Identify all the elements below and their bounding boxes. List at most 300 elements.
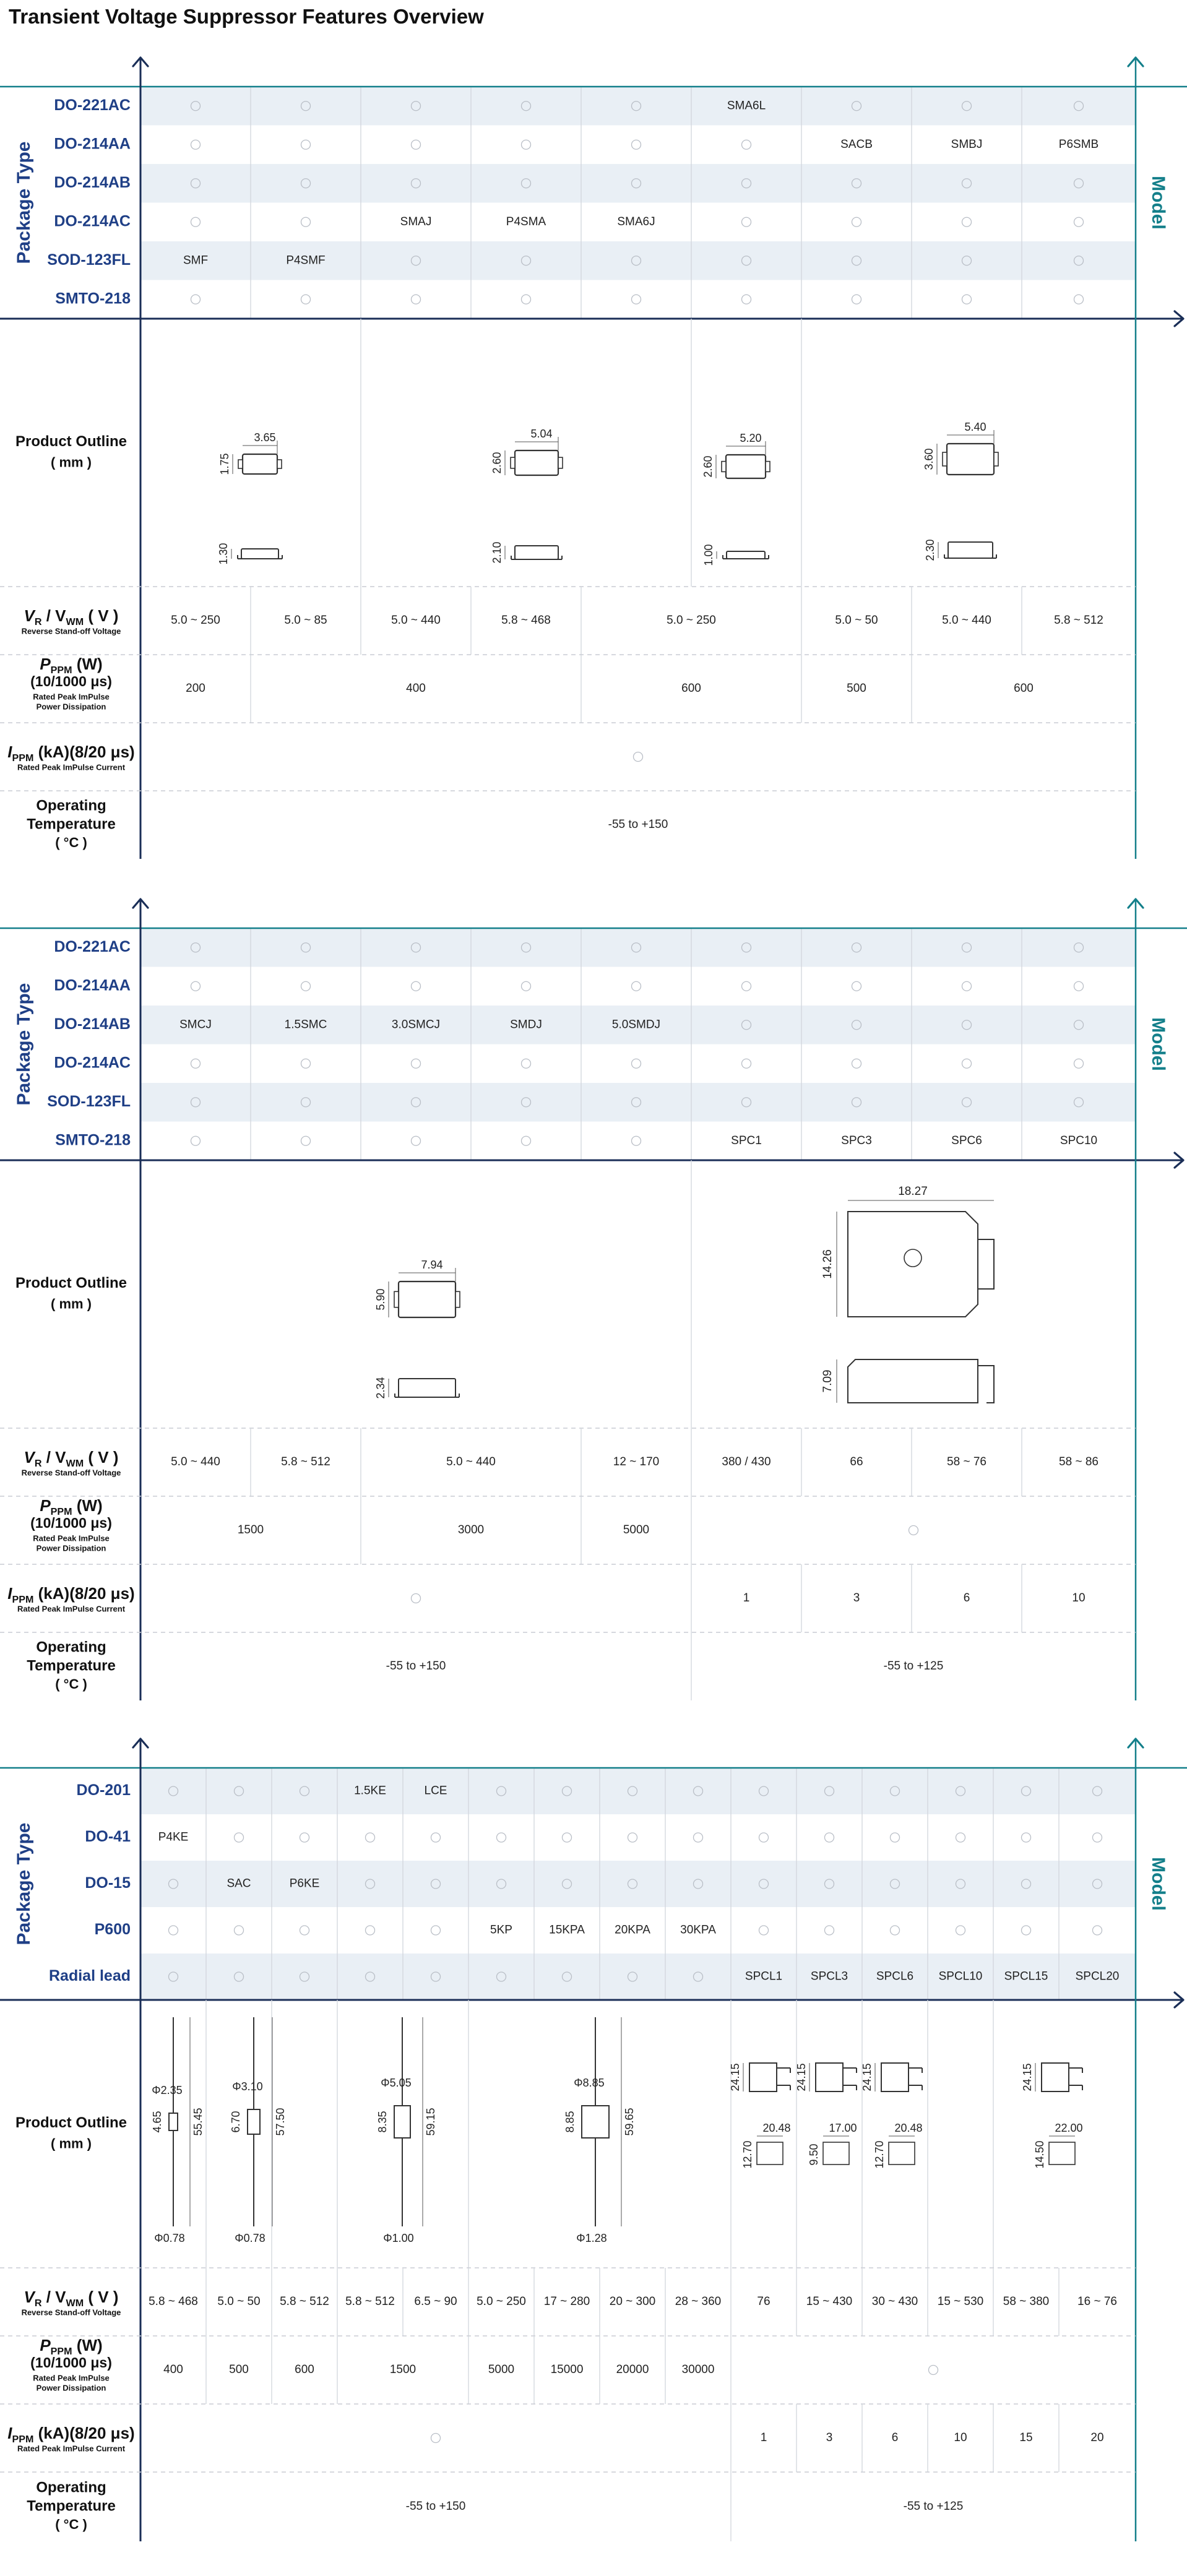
row-label-pppm-sub: Power Dissipation xyxy=(36,702,106,712)
vr-value: 5.0 ~ 440 xyxy=(446,1455,496,1469)
ippm-value: 3 xyxy=(826,2431,833,2445)
empty-mark xyxy=(412,140,421,149)
axis-label-model: Model xyxy=(1148,1017,1169,1071)
dimension-label: Φ1.00 xyxy=(383,2231,414,2244)
empty-mark xyxy=(235,1926,244,1935)
model-label: 5KP xyxy=(490,1923,512,1937)
empty-mark xyxy=(1074,295,1084,304)
empty-mark xyxy=(412,981,421,991)
vr-value: 58 ~ 76 xyxy=(947,1455,986,1469)
row-label-outline-unit: ( mm ) xyxy=(51,454,92,470)
temp-value: -55 to +150 xyxy=(386,1660,446,1673)
model-label: SMAJ xyxy=(400,215,432,228)
dimension-label: 1.00 xyxy=(702,544,715,566)
vr-value: 5.0 ~ 250 xyxy=(171,614,220,627)
row-label-temp: Operating xyxy=(36,797,106,814)
dimension-label: 1.30 xyxy=(217,543,230,565)
row-stripe xyxy=(140,164,1136,203)
dimension-label: 8.85 xyxy=(563,2111,576,2133)
vr-value: 66 xyxy=(850,1455,863,1469)
empty-mark xyxy=(191,1059,201,1068)
label-part: PPM xyxy=(12,2434,34,2445)
package-body xyxy=(1042,2063,1069,2091)
row-stripe xyxy=(140,1768,1136,1814)
empty-mark xyxy=(169,1926,178,1935)
pppm-value: 500 xyxy=(847,682,866,696)
row-label-ippm xyxy=(7,1584,134,1605)
model-label: SPCL3 xyxy=(810,1970,848,1983)
model-label: 15KPA xyxy=(549,1923,585,1937)
package-lead xyxy=(511,457,515,468)
empty-mark xyxy=(412,1136,421,1145)
package-label: DO-214AC xyxy=(54,1054,131,1072)
empty-mark xyxy=(563,1833,572,1842)
package-label: DO-214AA xyxy=(54,976,131,994)
row-label-ippm-sub: Rated Peak ImPulse Current xyxy=(17,1604,126,1614)
label-part: WM xyxy=(66,1458,84,1470)
package-lead xyxy=(943,452,947,466)
empty-mark xyxy=(1022,1833,1031,1842)
label-part: PPM xyxy=(12,1594,34,1606)
label-part: I xyxy=(7,1583,12,1603)
lead-wire xyxy=(909,2068,922,2090)
dimension-label: 7.94 xyxy=(421,1258,443,1271)
empty-mark xyxy=(929,2366,938,2375)
model-label: 1.5SMC xyxy=(284,1018,327,1032)
axis-label-model: Model xyxy=(1148,1857,1169,1911)
temp-value: -55 to +125 xyxy=(883,1660,944,1673)
ippm-value: 1 xyxy=(743,1592,750,1605)
package-side xyxy=(727,551,765,559)
vr-value: 28 ~ 360 xyxy=(675,2295,722,2309)
dimension-label: Φ3.10 xyxy=(232,2080,263,2093)
package-hole xyxy=(904,1249,922,1267)
lead-wire xyxy=(843,2068,857,2090)
pppm-value: 600 xyxy=(1014,682,1034,696)
row-label-vr-sub: Reverse Stand-off Voltage xyxy=(21,626,121,636)
vr-value: 20 ~ 300 xyxy=(609,2295,656,2309)
empty-mark xyxy=(759,1926,769,1935)
empty-mark xyxy=(431,2434,441,2443)
ippm-value: 3 xyxy=(853,1592,860,1605)
label-part: V xyxy=(24,1447,35,1467)
label-part: WM xyxy=(66,2298,84,2309)
label-part: PPM xyxy=(12,752,34,764)
dimension-label: 5.90 xyxy=(374,1288,387,1311)
axis-label-package-type: Package Type xyxy=(13,983,34,1106)
package-label: DO-221AC xyxy=(54,937,131,955)
empty-mark xyxy=(742,140,751,149)
label-part: P xyxy=(40,654,51,673)
package-side xyxy=(889,2142,915,2165)
row-label-temp: Operating xyxy=(36,1639,106,1656)
vr-value: 12 ~ 170 xyxy=(613,1455,660,1469)
package-body xyxy=(947,444,994,475)
vr-value: 5.0 ~ 440 xyxy=(942,614,991,627)
model-label: SPC3 xyxy=(841,1134,872,1147)
package-tab xyxy=(978,1239,994,1289)
empty-mark xyxy=(1074,1059,1084,1068)
dimension-label: Φ1.28 xyxy=(576,2231,607,2244)
model-label: SPCL10 xyxy=(938,1970,983,1983)
row-stripe xyxy=(140,87,1136,126)
dimension-label: 12.70 xyxy=(873,2140,886,2169)
empty-mark xyxy=(825,1926,834,1935)
row-label-temp-unit: ( °C ) xyxy=(55,2516,87,2532)
dimension-label: 55.45 xyxy=(191,2108,204,2136)
package-side xyxy=(757,2142,783,2165)
vr-value: 5.0 ~ 85 xyxy=(284,614,327,627)
dimension-label: 2.34 xyxy=(374,1377,387,1399)
empty-mark xyxy=(431,1926,441,1935)
empty-mark xyxy=(742,295,751,304)
vr-value: 5.0 ~ 250 xyxy=(667,614,716,627)
package-side xyxy=(241,549,278,559)
vr-value: 15 ~ 530 xyxy=(937,2295,984,2309)
ippm-value: 10 xyxy=(1072,1592,1086,1605)
dimension-label: 1.75 xyxy=(218,453,231,475)
package-body xyxy=(399,1282,455,1317)
package-body xyxy=(248,2109,260,2134)
package-side xyxy=(948,542,993,558)
vr-value: 15 ~ 430 xyxy=(806,2295,853,2309)
empty-mark xyxy=(632,140,641,149)
empty-mark xyxy=(634,752,643,762)
dimension-label: 8.35 xyxy=(376,2111,389,2133)
package-body xyxy=(749,2063,777,2091)
empty-mark xyxy=(628,1833,637,1842)
dimension-label: 9.50 xyxy=(807,2143,820,2166)
temp-value: -55 to +150 xyxy=(608,818,668,832)
ippm-value: 20 xyxy=(1090,2431,1104,2445)
vr-value: 5.8 ~ 468 xyxy=(501,614,551,627)
label-part: V xyxy=(24,2287,35,2306)
empty-mark xyxy=(852,981,861,991)
package-label: DO-214AB xyxy=(54,1015,131,1033)
package-label: SOD-123FL xyxy=(47,251,131,269)
empty-mark xyxy=(412,295,421,304)
package-body xyxy=(515,450,558,475)
row-label-outline-unit: ( mm ) xyxy=(51,2135,92,2152)
dimension-label: 2.30 xyxy=(923,539,936,561)
model-label: SPCL15 xyxy=(1004,1970,1048,1983)
temp-value: -55 to +125 xyxy=(903,2500,964,2514)
model-label: SPC6 xyxy=(951,1134,982,1147)
row-label-vr xyxy=(24,2288,119,2309)
row-label-ippm-sub: Rated Peak ImPulse Current xyxy=(17,2444,126,2453)
empty-mark xyxy=(852,217,861,226)
package-label: DO-15 xyxy=(85,1874,131,1892)
label-part: I xyxy=(7,742,12,761)
empty-mark xyxy=(301,1136,311,1145)
empty-mark xyxy=(1074,981,1084,991)
temp-value: -55 to +150 xyxy=(405,2500,466,2514)
empty-mark xyxy=(522,140,531,149)
empty-mark xyxy=(742,217,751,226)
package-label: SOD-123FL xyxy=(47,1092,131,1110)
label-part: R xyxy=(34,1458,42,1470)
section-2 xyxy=(0,899,1187,1700)
label-part: P xyxy=(40,2335,51,2354)
row-label-outline: Product Outline xyxy=(15,433,127,450)
dimension-label: 17.00 xyxy=(829,2121,857,2134)
dimension-label: Φ8.85 xyxy=(574,2076,605,2089)
axis-label-package-type: Package Type xyxy=(13,141,34,264)
ippm-value: 6 xyxy=(963,1592,970,1605)
model-label: SPCL20 xyxy=(1075,1970,1120,1983)
row-label-pppm-line2: (10/1000 μs) xyxy=(30,2354,112,2371)
vr-value: 76 xyxy=(757,2295,770,2309)
empty-mark xyxy=(891,1833,900,1842)
package-side xyxy=(399,1379,455,1397)
ippm-value: 10 xyxy=(954,2431,967,2445)
dimension-label: 59.65 xyxy=(623,2108,636,2136)
package-body xyxy=(816,2063,843,2091)
vr-value: 380 / 430 xyxy=(722,1455,771,1469)
empty-mark xyxy=(1093,1833,1102,1842)
empty-mark xyxy=(742,981,751,991)
package-body xyxy=(169,2113,178,2130)
model-label: P6KE xyxy=(289,1877,320,1890)
pppm-value: 30000 xyxy=(681,2363,715,2377)
pppm-value: 3000 xyxy=(457,1523,485,1537)
row-stripe xyxy=(140,1954,1136,2000)
empty-mark xyxy=(191,1136,201,1145)
vr-value: 30 ~ 430 xyxy=(871,2295,918,2309)
vr-value: 58 ~ 380 xyxy=(1003,2295,1050,2309)
package-side xyxy=(823,2142,849,2165)
empty-mark xyxy=(891,1926,900,1935)
model-label: SMA6J xyxy=(617,215,655,228)
empty-mark xyxy=(366,1833,375,1842)
vr-value: 5.0 ~ 50 xyxy=(835,614,878,627)
pppm-value: 200 xyxy=(186,682,205,696)
dimension-label: 5.20 xyxy=(740,431,762,444)
label-part: PPM xyxy=(50,665,72,676)
label-part: V xyxy=(24,606,35,625)
package-label: DO-201 xyxy=(76,1781,131,1799)
empty-mark xyxy=(852,295,861,304)
vr-value: 17 ~ 280 xyxy=(543,2295,590,2309)
model-label: SACB xyxy=(840,137,873,151)
empty-mark xyxy=(759,1833,769,1842)
model-label: 20KPA xyxy=(615,1923,650,1937)
model-label: 30KPA xyxy=(680,1923,716,1937)
package-body xyxy=(582,2106,609,2138)
row-label-outline: Product Outline xyxy=(15,1274,127,1291)
dimension-label: 4.65 xyxy=(150,2111,163,2133)
package-label: DO-214AB xyxy=(54,173,131,191)
label-part: ( V ) xyxy=(84,606,119,625)
dimension-label: 59.15 xyxy=(424,2108,437,2136)
dimension-label: 24.15 xyxy=(795,2063,808,2091)
pppm-value: 15000 xyxy=(550,2363,584,2377)
package-side xyxy=(515,546,558,559)
package-lead xyxy=(722,462,726,472)
empty-mark xyxy=(366,1926,375,1935)
empty-mark xyxy=(300,1833,309,1842)
dimension-label: 5.04 xyxy=(530,427,553,440)
empty-mark xyxy=(235,1833,244,1842)
empty-mark xyxy=(522,1136,531,1145)
empty-mark xyxy=(301,217,311,226)
dimension-label: 18.27 xyxy=(898,1185,928,1199)
label-part: R xyxy=(34,2298,42,2309)
empty-mark xyxy=(1022,1926,1031,1935)
section-1 xyxy=(0,58,1187,859)
empty-mark xyxy=(962,295,972,304)
package-label: P600 xyxy=(94,1921,131,1939)
dimension-label: 24.15 xyxy=(1021,2063,1034,2091)
pppm-value: 5000 xyxy=(623,1523,650,1537)
package-label: DO-41 xyxy=(85,1828,131,1846)
row-label-pppm-sub: Rated Peak ImPulse xyxy=(33,692,110,702)
row-label-pppm-sub: Power Dissipation xyxy=(36,2383,106,2393)
empty-mark xyxy=(1074,217,1084,226)
label-part: I xyxy=(7,2423,12,2442)
model-label: SPC1 xyxy=(731,1134,762,1147)
page-title: Transient Voltage Suppressor Features Overview xyxy=(9,5,484,28)
package-lead xyxy=(558,457,563,468)
empty-mark xyxy=(191,295,201,304)
label-part: ( V ) xyxy=(84,1447,119,1467)
dimension-label: Φ0.78 xyxy=(154,2231,185,2244)
package-lead xyxy=(277,460,282,468)
empty-mark xyxy=(300,1926,309,1935)
lead-wire xyxy=(1069,2068,1082,2090)
row-label-vr xyxy=(24,1448,119,1469)
section-3 xyxy=(0,1739,1187,2541)
package-body xyxy=(243,454,277,474)
package-lead xyxy=(455,1291,460,1307)
label-part: R xyxy=(34,616,42,628)
package-lead xyxy=(766,462,770,472)
model-label: P4KE xyxy=(158,1830,189,1844)
row-label-vr xyxy=(24,606,119,627)
axis-label-package-type: Package Type xyxy=(13,1822,34,1945)
row-stripe xyxy=(140,1083,1136,1122)
label-part: (W) xyxy=(72,2335,103,2354)
model-label: SMA6L xyxy=(727,99,766,113)
package-tab xyxy=(978,1366,994,1403)
pppm-value: 1500 xyxy=(389,2363,417,2377)
empty-mark xyxy=(301,981,311,991)
empty-mark xyxy=(632,1136,641,1145)
label-part: (kA)(8/20 μs) xyxy=(33,742,135,761)
package-body xyxy=(881,2063,909,2091)
dimension-label: 57.50 xyxy=(274,2108,287,2136)
dimension-label: 5.40 xyxy=(964,420,986,433)
dimension-label: 22.00 xyxy=(1055,2121,1083,2134)
vr-value: 5.8 ~ 512 xyxy=(1054,614,1103,627)
pppm-value: 500 xyxy=(229,2363,249,2377)
row-label-temp-unit: ( °C ) xyxy=(55,834,87,850)
row-label-temp: Operating xyxy=(36,2479,106,2496)
pppm-value: 400 xyxy=(406,682,426,696)
package-label: DO-221AC xyxy=(54,96,131,114)
vr-value: 5.8 ~ 512 xyxy=(345,2295,395,2309)
vr-value: 16 ~ 76 xyxy=(1077,2295,1117,2309)
dimension-label: Φ0.78 xyxy=(235,2231,265,2244)
package-lead xyxy=(994,452,998,466)
empty-mark xyxy=(825,1833,834,1842)
vr-value: 5.8 ~ 512 xyxy=(280,2295,329,2309)
label-part: / V xyxy=(41,2287,66,2306)
empty-mark xyxy=(431,1833,441,1842)
pppm-value: 600 xyxy=(681,682,701,696)
dimension-label: 7.09 xyxy=(821,1369,835,1393)
vr-value: 6.5 ~ 90 xyxy=(414,2295,457,2309)
lead-wire xyxy=(777,2068,790,2090)
pppm-value: 20000 xyxy=(616,2363,649,2377)
row-label-ippm-sub: Rated Peak ImPulse Current xyxy=(17,762,126,772)
empty-mark xyxy=(962,1059,972,1068)
empty-mark xyxy=(191,140,201,149)
dimension-label: Φ2.35 xyxy=(152,2083,183,2096)
vr-value: 58 ~ 86 xyxy=(1059,1455,1099,1469)
vr-value: 5.0 ~ 50 xyxy=(217,2295,261,2309)
dimension-label: 24.15 xyxy=(728,2063,741,2091)
row-label-outline-unit: ( mm ) xyxy=(51,1296,92,1312)
model-label: P4SMA xyxy=(506,215,546,228)
row-label-ippm xyxy=(7,743,134,764)
label-part: PPM xyxy=(50,2346,72,2358)
row-label-pppm-line2: (10/1000 μs) xyxy=(30,673,112,690)
dimension-label: Φ5.05 xyxy=(381,2076,412,2089)
row-label-ippm xyxy=(7,2424,134,2445)
label-part: / V xyxy=(41,1447,66,1467)
model-label: 3.0SMCJ xyxy=(391,1018,441,1032)
package-label: DO-214AA xyxy=(54,135,131,153)
empty-mark xyxy=(742,1059,751,1068)
dimension-label: 2.60 xyxy=(701,455,714,478)
empty-mark xyxy=(962,981,972,991)
ippm-value: 15 xyxy=(1019,2431,1033,2445)
label-part: PPM xyxy=(50,1506,72,1518)
empty-mark xyxy=(191,981,201,991)
model-label: P4SMF xyxy=(286,254,326,267)
package-label: SMTO-218 xyxy=(55,290,131,308)
model-label: SPCL6 xyxy=(876,1970,914,1983)
vr-value: 5.8 ~ 512 xyxy=(281,1455,330,1469)
empty-mark xyxy=(632,295,641,304)
row-label-temp-unit: ( °C ) xyxy=(55,1676,87,1692)
label-part: / V xyxy=(41,606,66,625)
pppm-value: 5000 xyxy=(488,2363,515,2377)
empty-mark xyxy=(522,1059,531,1068)
empty-mark xyxy=(962,217,972,226)
dimension-label: 6.70 xyxy=(229,2111,242,2133)
ippm-value: 6 xyxy=(891,2431,899,2445)
empty-mark xyxy=(522,981,531,991)
row-label-temp: Temperature xyxy=(27,816,116,833)
label-part: WM xyxy=(66,616,84,628)
vr-value: 5.8 ~ 468 xyxy=(149,2295,198,2309)
row-label-vr-sub: Reverse Stand-off Voltage xyxy=(21,1468,121,1478)
empty-mark xyxy=(852,1059,861,1068)
empty-mark xyxy=(909,1526,918,1535)
empty-mark xyxy=(956,1926,965,1935)
dimension-label: 3.60 xyxy=(922,448,935,470)
dimension-label: 20.48 xyxy=(762,2121,791,2134)
pppm-value: 400 xyxy=(163,2363,183,2377)
row-label-temp: Temperature xyxy=(27,2497,116,2515)
label-part: (kA)(8/20 μs) xyxy=(33,2423,135,2442)
empty-mark xyxy=(632,981,641,991)
row-label-pppm-line2: (10/1000 μs) xyxy=(30,1515,112,1531)
model-label: SMBJ xyxy=(951,137,983,151)
package-lead xyxy=(238,460,243,468)
